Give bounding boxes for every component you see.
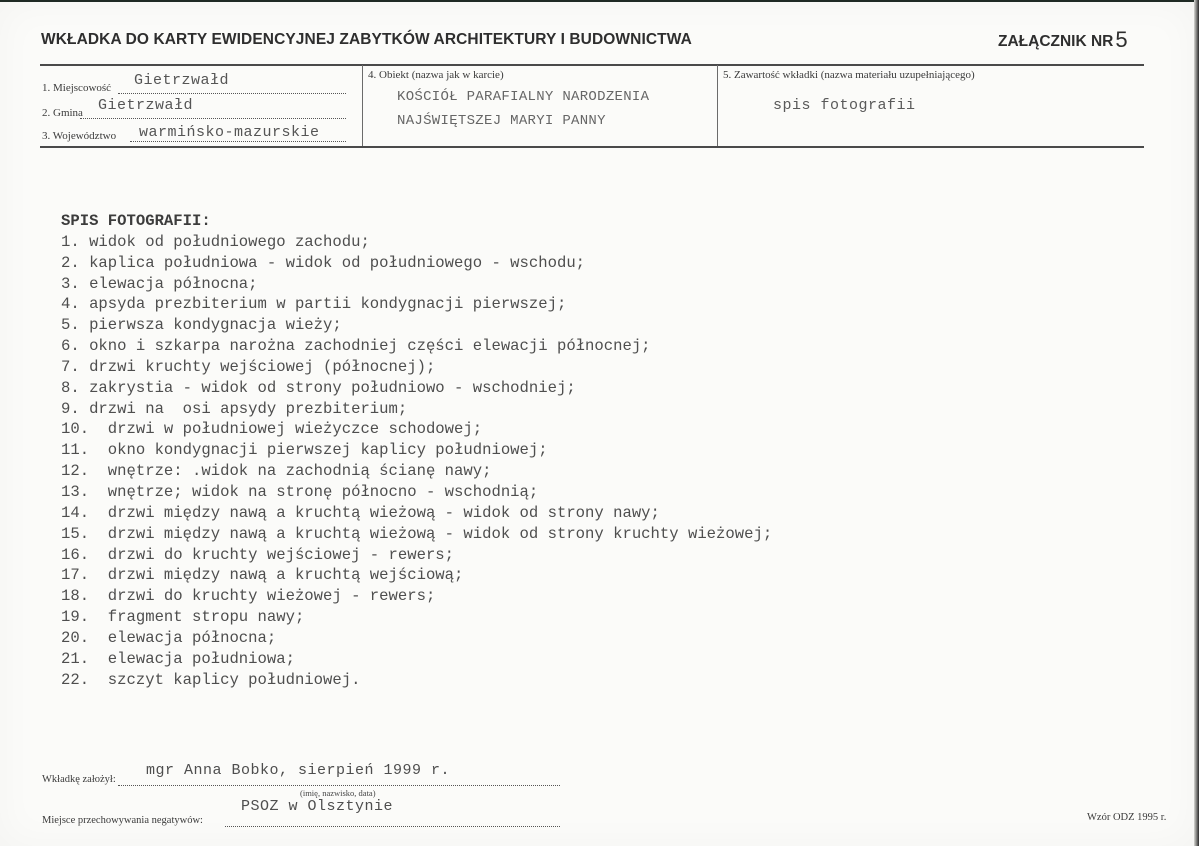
photo-list-heading: SPIS FOTOGRAFII: xyxy=(61,212,211,230)
top-rule xyxy=(40,64,1144,66)
column-divider-2 xyxy=(717,65,718,146)
list-item: 15. drzwi między nawą a kruchtą wieżową - widok od strony kruchty wieżowej; xyxy=(61,524,773,543)
list-item: 8. zakrystia - widok od strony południowo - wschodniej; xyxy=(61,378,576,397)
list-item: 18. drzwi do kruchty wieżowej - rewers; xyxy=(61,587,436,606)
wojewodztwo-value: warmińsko-mazurskie xyxy=(139,124,320,141)
bottom-rule xyxy=(40,146,1144,148)
list-item: 21. elewacja południowa; xyxy=(61,649,295,668)
list-item: 22. szczyt kaplicy południowej. xyxy=(61,670,361,689)
negatives-dots xyxy=(225,825,560,827)
negatives-value: PSOZ w Olsztynie xyxy=(241,798,394,815)
negatives-label: Miejsce przechowywania negatywów: xyxy=(42,815,203,826)
list-item: 5. pierwsza kondygnacja wieży; xyxy=(61,316,342,335)
scan-edge xyxy=(1194,0,1199,846)
list-item: 7. drzwi kruchty wejściowej (północnej); xyxy=(61,357,436,376)
list-item: 11. okno kondygnacji pierwszej kaplicy południowej; xyxy=(61,441,548,460)
author-label: Wkładkę założył: xyxy=(42,774,116,785)
column-divider-1 xyxy=(362,65,363,146)
miejscowosc-label: 1. Miejscowość xyxy=(42,82,112,94)
annex-label-text: ZAŁĄCZNIK NR xyxy=(998,33,1114,50)
object-name-line1: KOŚCIÓŁ PARAFIALNY NARODZENIA xyxy=(397,89,650,105)
miejscowosc-dots xyxy=(118,92,346,94)
object-name-line2: NAJŚWIĘTSZEJ MARYI PANNY xyxy=(397,113,606,129)
list-item: 17. drzwi między nawą a kruchtą wejściową; xyxy=(61,566,464,585)
list-item: 13. wnętrze; widok na stronę północno - wschodnią; xyxy=(61,482,539,501)
document-page xyxy=(0,2,1194,846)
list-item: 2. kaplica południowa - widok od południowego - wschodu; xyxy=(61,253,586,272)
form-version: Wzór ODZ 1995 r. xyxy=(1087,812,1167,823)
list-item: 4. apsyda prezbiterium w partii kondygnacji pierwszej; xyxy=(61,295,567,314)
annex-number: 5 xyxy=(1115,27,1128,52)
miejscowosc-value: Gietrzwałd xyxy=(134,72,230,89)
contents-label: 5. Zawartość wkładki (nazwa materiału uzupełniającego) xyxy=(723,69,975,81)
author-hint: (imię, nazwisko, data) xyxy=(300,788,376,798)
list-item: 3. elewacja północna; xyxy=(61,274,258,293)
gmina-dots xyxy=(80,117,346,119)
author-dots xyxy=(118,784,560,786)
list-item: 16. drzwi do kruchty wejściowej - rewers; xyxy=(61,545,455,564)
form-title: WKŁADKA DO KARTY EWIDENCYJNEJ ZABYTKÓW ARCHITEKTURY I BUDOWNICTWA xyxy=(41,31,692,48)
object-label: 4. Obiekt (nazwa jak w karcie) xyxy=(368,69,504,81)
list-item: 10. drzwi w południowej wieżyczce schodowej; xyxy=(61,420,483,439)
author-value: mgr Anna Bobko, sierpień 1999 r. xyxy=(146,762,451,779)
wojewodztwo-label: 3. Województwo xyxy=(42,130,117,142)
contents-value: spis fotografii xyxy=(773,97,916,114)
list-item: 19. fragment stropu nawy; xyxy=(61,608,305,627)
list-item: 6. okno i szkarpa narożna zachodniej części elewacji północnej; xyxy=(61,337,651,356)
list-item: 9. drzwi na osi apsydy prezbiterium; xyxy=(61,399,408,418)
gmina-value: Gietrzwałd xyxy=(98,97,194,114)
list-item: 12. wnętrze: .widok na zachodnią ścianę nawy; xyxy=(61,462,492,481)
photo-list xyxy=(61,211,772,690)
list-item: 20. elewacja północna; xyxy=(61,628,277,647)
gmina-label: 2. Gmina xyxy=(42,107,83,119)
list-item: 14. drzwi między nawą a kruchtą wieżową - widok od strony nawy; xyxy=(61,503,660,522)
annex-label xyxy=(998,26,1128,52)
list-item: 1. widok od południowego zachodu; xyxy=(61,232,370,251)
